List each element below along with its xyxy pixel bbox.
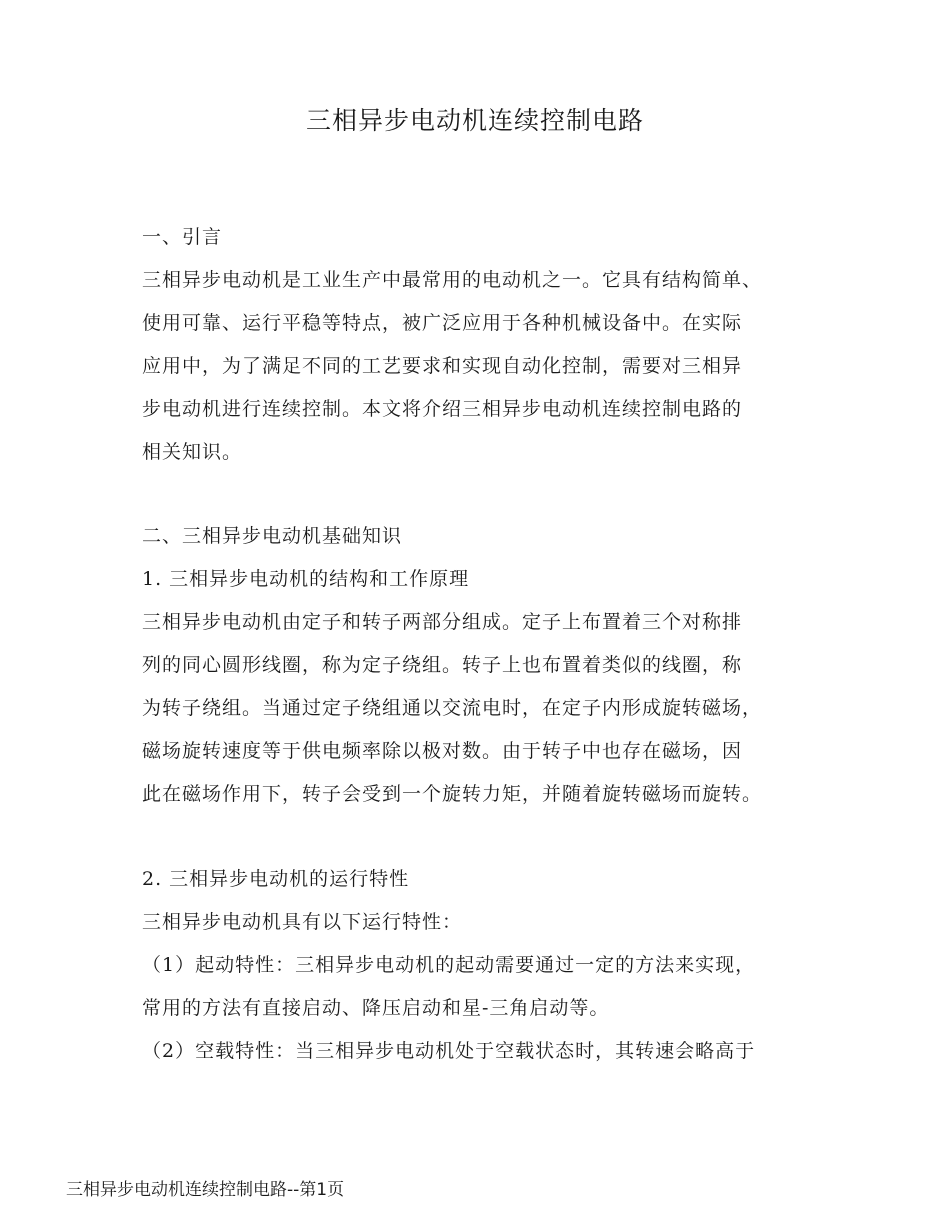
page-footer: 三相异步电动机连续控制电路--第1页 xyxy=(66,1180,345,1200)
section-heading-basics: 二、三相异步电动机基础知识 xyxy=(142,525,403,547)
paragraph-line: 列的同心圆形线圈，称为定子绕组。转子上也布置着类似的线圈，称 xyxy=(142,654,743,676)
paragraph-line: 三相异步电动机由定子和转子两部分组成。定子上布置着三个对称排 xyxy=(142,611,743,633)
paragraph-line: 常用的方法有直接启动、降压启动和星-三角启动等。 xyxy=(142,997,610,1019)
section-heading-introduction: 一、引言 xyxy=(142,226,223,248)
subsection-heading-characteristics: 2. 三相异步电动机的运行特性 xyxy=(142,868,410,890)
paragraph-line: 应用中，为了满足不同的工艺要求和实现自动化控制，需要对三相异 xyxy=(142,355,743,377)
paragraph-line: （1）起动特性：三相异步电动机的起动需要通过一定的方法来实现， xyxy=(142,954,756,976)
page-title: 三相异步电动机连续控制电路 xyxy=(305,106,644,135)
paragraph-line: 相关知识。 xyxy=(142,441,243,463)
paragraph-line: 为转子绕组。当通过定子绕组通以交流电时，在定子内形成旋转磁场， xyxy=(142,697,763,719)
paragraph-line: 三相异步电动机是工业生产中最常用的电动机之一。它具有结构简单、 xyxy=(142,269,763,291)
paragraph-line: 使用可靠、运行平稳等特点，被广泛应用于各种机械设备中。在实际 xyxy=(142,312,743,334)
paragraph-line: 步电动机进行连续控制。本文将介绍三相异步电动机连续控制电路的 xyxy=(142,398,743,420)
paragraph-line: 三相异步电动机具有以下运行特性： xyxy=(142,911,463,933)
paragraph-line: （2）空载特性：当三相异步电动机处于空载状态时，其转速会略高于 xyxy=(142,1040,756,1062)
subsection-heading-structure: 1. 三相异步电动机的结构和工作原理 xyxy=(142,568,470,590)
paragraph-line: 此在磁场作用下，转子会受到一个旋转力矩，并随着旋转磁场而旋转。 xyxy=(142,783,763,805)
paragraph-line: 磁场旋转速度等于供电频率除以极对数。由于转子中也存在磁场，因 xyxy=(142,740,743,762)
